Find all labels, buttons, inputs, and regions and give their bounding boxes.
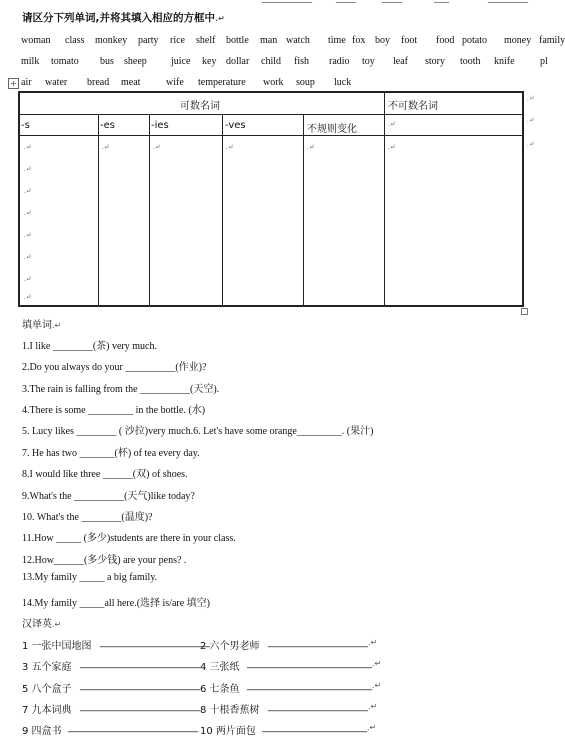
word: bus xyxy=(100,56,114,67)
word: luck xyxy=(334,77,352,88)
fill-item: 8.I would like three ______(双) of shoes. xyxy=(22,469,188,480)
fill-item: 10. What's the ________(温度)? xyxy=(22,512,153,523)
word: dollar xyxy=(226,56,250,67)
fill-item: 4.There is some _________ in the bottle. (水) xyxy=(22,405,206,416)
sub-header-s: -s xyxy=(21,120,30,131)
word: potato xyxy=(462,35,487,46)
word: knife xyxy=(494,56,515,67)
fill-item: 9.What's the __________(天气)like today? xyxy=(22,491,195,502)
word: family xyxy=(539,35,565,46)
word: child xyxy=(261,56,281,67)
word: foot xyxy=(401,35,418,46)
sub-header-ies: -ies xyxy=(151,120,169,131)
table-row-divider xyxy=(20,135,522,136)
word: meat xyxy=(121,77,141,88)
sub-header-ves: -ves xyxy=(225,120,246,131)
word: story xyxy=(425,56,445,67)
fill-item: 5. Lucy likes ________ ( 沙拉)very much.6. Let's have some orange_________. (果汁) xyxy=(22,426,374,437)
table-resize-handle-icon[interactable] xyxy=(521,308,528,315)
word: class xyxy=(65,35,85,46)
header-blank-4 xyxy=(434,0,449,4)
table-col-divider xyxy=(149,114,150,305)
table-col-divider xyxy=(222,114,223,305)
translate-item: 5 八个盒子 xyxy=(22,684,72,695)
word: pl xyxy=(540,56,548,67)
fill-item: 14.My family _____all here.(选择 is/are 填空) xyxy=(22,598,211,609)
word: boy xyxy=(375,35,390,46)
word: time xyxy=(328,35,346,46)
sub-header-es: -es xyxy=(100,120,115,131)
instruction-heading: 请区分下列单词,并将其填入相应的方框中.↵ xyxy=(22,12,225,24)
translate-item: 1 一张中国地图 xyxy=(22,641,92,652)
word: food xyxy=(436,35,455,46)
word: soup xyxy=(296,77,315,88)
word: bottle xyxy=(226,35,249,46)
fill-item: 3.The rain is falling from the __________(天空). xyxy=(22,384,220,395)
word: leaf xyxy=(393,56,408,67)
translate-item: 9 四盒书 xyxy=(22,726,62,737)
fill-item: 7. He has two _______(杯) of tea every day. xyxy=(22,448,200,459)
header-blank-1 xyxy=(262,0,312,4)
header-blank-5 xyxy=(488,0,528,4)
sorting-table: 可数名词 不可数名词 -s -es -ies -ves 不规则变化 .↵ .↵ .↵ .↵ .↵ .↵ .↵ .↵ .↵ .↵ .↵ .↵ .↵ .↵ xyxy=(18,91,524,307)
table-col-divider xyxy=(303,114,304,305)
translate-item: 3 五个家庭 xyxy=(22,662,72,673)
translate-item: 6 七条鱼 xyxy=(200,684,240,695)
word: milk xyxy=(21,56,40,67)
word: toy xyxy=(362,56,375,67)
word: man xyxy=(260,35,278,46)
word: wife xyxy=(166,77,184,88)
fill-title-text: 填单词 xyxy=(22,320,52,331)
fill-item: 13.My family _____ a big family. xyxy=(22,572,158,583)
table-col-divider xyxy=(384,93,385,305)
word: tomato xyxy=(51,56,79,67)
word: fox xyxy=(352,35,366,46)
uncountable-header: 不可数名词 xyxy=(388,101,438,112)
word: tooth xyxy=(460,56,481,67)
word: radio xyxy=(329,56,350,67)
table-row-divider xyxy=(20,114,522,115)
word: rice xyxy=(170,35,185,46)
word: money xyxy=(504,35,532,46)
translate-item: 2 六个男老师 xyxy=(200,641,260,652)
table-move-handle-icon[interactable]: + xyxy=(8,78,19,89)
header-blank-2 xyxy=(336,0,356,4)
translate-item: 10 两片面包 xyxy=(200,726,256,737)
word: temperature xyxy=(198,77,246,88)
instruction-text: 请区分下列单词,并将其填入相应的方框中 xyxy=(22,12,215,24)
fill-item: 1.I like ________(茶) very much. xyxy=(22,341,157,352)
word: work xyxy=(263,77,284,88)
translate-item: 7 九本词典 xyxy=(22,705,72,716)
word: watch xyxy=(286,35,310,46)
word: party xyxy=(138,35,159,46)
word: bread xyxy=(87,77,110,88)
word: fish xyxy=(294,56,309,67)
word: water xyxy=(45,77,68,88)
fill-item: 11.How _____ (多少)students are there in your class. xyxy=(22,533,236,544)
translate-title-text: 汉译英 xyxy=(22,619,52,630)
header-blank-3 xyxy=(382,0,402,4)
word: sheep xyxy=(124,56,147,67)
word: shelf xyxy=(196,35,216,46)
fill-item: 2.Do you always do your __________(作业)? xyxy=(22,362,207,373)
word: key xyxy=(202,56,217,67)
word: monkey xyxy=(95,35,128,46)
table-col-divider xyxy=(98,114,99,305)
translate-item: 8 十根香蕉树 xyxy=(200,705,260,716)
sub-header-irregular: 不规则变化 xyxy=(307,124,357,135)
word: juice xyxy=(171,56,191,67)
translate-item: 4 三张纸 xyxy=(200,662,240,673)
countable-header: 可数名词 xyxy=(180,101,220,112)
word: air xyxy=(21,77,32,88)
fill-item: 12.How______(多少钱) are your pens? . xyxy=(22,555,187,566)
translate-section-title: 汉译英.↵ xyxy=(22,619,62,630)
word: woman xyxy=(21,35,51,46)
fill-section-title: 填单词.↵ xyxy=(22,320,62,331)
